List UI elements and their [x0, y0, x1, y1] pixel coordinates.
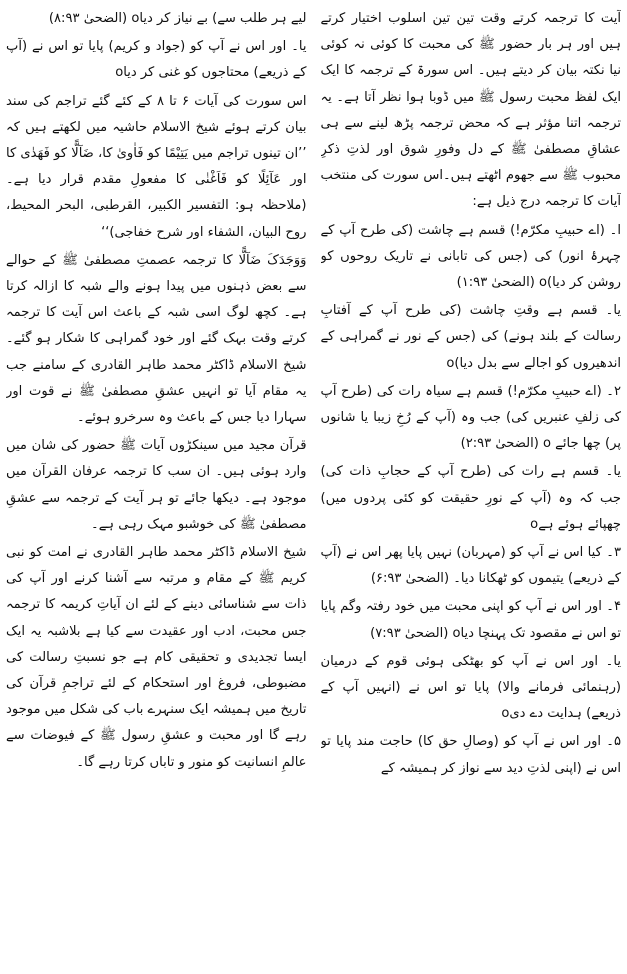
left-column: [6, 6, 307, 970]
translation-verse-5-alt: یا۔ اور اس نے آپ کو (جواد و کریم) پایا تو اس نے (آپ کے ذریعے) محتاجوں کو غنی کر دیاo: [6, 39, 307, 81]
translation-verse-2-alt: یا۔ قسم ہے رات کی (طرح آپ کے حجابِ ذات کی) جب کہ وہ (آپ کے نورِ حقیقت کو کئی پردوں میں) چھپائے ہوئے ہےo: [320, 464, 621, 532]
paragraph-ismat-mustafa: وَوَجَدَکَ ضَآلًّا کا ترجمہ عصمتِ مصطفیٰ ﷺ کے حوالے سے بعض ذہنوں میں پیدا ہونے والے شبہ کا ازالہ کرتا ہے۔ کچھ لوگ اسی شبہ کے باعث اس آیت کا ترجمہ کرتے وقت بہک گئے اور خود گمراہی کا شکار ہو گئے۔ شیخ الاسلام ڈاکٹر محمد طاہر القادری کے سامنے جب یہ مقام آیا تو انہیں عشقِ مصطفیٰ ﷺ نے قوت اور سہارا دیا جس کے باعث وہ سرخرو ہوئے۔: [6, 252, 307, 426]
translation-verse-4: ۴۔ اور اس نے آپ کو اپنی محبت میں خود رفتہ وگم پایا تو اس نے مقصود تک پہنچا دیاo (الضحیٰ ۷:۹۳): [320, 599, 621, 641]
right-column: [321, 6, 622, 970]
translation-verse-1: ا۔ (اے حبیبِ مکرّم!) قسم ہے چاشت (کی طرح آپ کے چہرۂ انور) کی (جس کی تابانی نے تاریک روحوں کو روشن کر دیا)o (الضحیٰ ۱:۹۳): [320, 222, 621, 291]
translation-verse-3: ۳۔ کیا اس نے آپ کو (مہربان) نہیں پایا پھر اس نے (آپ کے ذریعے) یتیموں کو ٹھکانا دیا۔ (الضحیٰ ۶:۹۳): [320, 545, 621, 587]
paragraph-quran-verses: قرآن مجید میں سینکڑوں آیات ﷺ حضور کی شان میں وارد ہوئی ہیں۔ ان سب کا ترجمہ عرفان القرآن میں موجود ہے۔ دیکھا جائے تو ہر آیت کے ترجمہ سے عشقِ مصطفیٰ ﷺ کی خوشبو مہک رہی ہے۔: [6, 438, 307, 532]
paragraph-conclusion: شیخ الاسلام ڈاکٹر محمد طاہر القادری نے امت کو نبی کریم ﷺ کے مقام و مرتبہ سے آشنا کرنے اور آپ کی ذات سے شناسائی دینے کے لئے ان آیاتِ کریمہ کا ترجمہ جس محبت، ادب اور عقیدت سے کیا ہے بلاشبہ یہ ایک ایسا تجدیدی و تحقیقی کام ہے جو نسبتِ رسالت کی مضبوطی، فروغ اور استحکام کے لئے تراجمِ قرآن کی تاریخ میں ہمیشہ ایک سنہرے باب کی شکل میں موجود رہے گا اور محبت و عشقِ رسول ﷺ کے فیوضات سے عالمِ انسانیت کو منور و تاباں کرتا رہے گا۔: [6, 545, 307, 770]
translation-verse-2: ۲۔ (اے حبیبِ مکرّم!) قسم ہے سیاہ رات کی (طرح آپ کی زلفِ عنبریں کی) جب وہ (آپ کے رُخِ زیبا یا شانوں پر) چھا جائے o (الضحیٰ ۲:۹۳): [320, 383, 621, 452]
translation-verse-5: ۵۔ اور اس نے آپ کو (وصالِ حق کا) حاجت مند پایا تو اس نے (اپنی لذتِ دید سے نواز کر ہمیشہ کے: [320, 734, 621, 776]
translation-verse-5-cont: لیے ہر طلب سے) بے نیاز کر دیاo (الضحیٰ ۸:۹۳): [48, 11, 307, 26]
translation-verse-4-alt: یا۔ اور اس نے آپ کو بھٹکی ہوئی قوم کے درمیان (رہنمائی فرمانے والا) پایا تو اس نے (انہیں آپ کے ذریعے) ہدایت دے دیo: [320, 653, 621, 722]
paragraph-intro: آیت کا ترجمہ کرتے وقت تین تین اسلوب اختیار کرتے ہیں اور ہر بار حضور ﷺ کی محبت کا کوئی نہ کوئی نیا نکتہ بیان کر دیتے ہیں۔ اس سورۃ کے ترجمہ کا ایک ایک لفظ محبت رسول ﷺ میں ڈوبا ہوا نظر آتا ہے۔ یہ ترجمہ اتنا مؤثر ہے کہ محض ترجمہ پڑھ لینے سے ہی عشاقِ مصطفیٰ ﷺ کے دل وفورِ شوق اور لذتِ ذکرِ محبوب ﷺ سے جھوم اٹھتے ہیں۔اس سورت کی منتخب آیات کا ترجمہ درج ذیل ہے:: [320, 11, 621, 210]
translation-verse-1-alt: یا۔ قسم ہے وقتِ چاشت (کی طرح آپ کے آفتابِ رسالت کے بلند ہونے) کی (جس کے نور نے گمراہی کے اندھیروں کو اجالے سے بدل دیا)o: [320, 303, 621, 371]
paragraph-footnote-sources: اس سورت کی آیات ۶ تا ۸ کے کئے گئے تراجم کی سند بیان کرتے ہوئے شیخ الاسلام حاشیہ میں لکھتے ہیں کہ ’’ان تینوں تراجم میں یَتِیْمًا کو فَاٰویٰ کا، ضَآلًّا کو فَھَدٰی کا اور عَآئِلًا کو فَاَغْنٰی کا مفعولِ مقدم قرار دیا ہے۔ (ملاحظہ ہو: التفسیر الکبیر، القرطبی، البحر المحیط، روح البیان، الشفاء اور شرح خفاجی)‘‘: [6, 93, 307, 240]
